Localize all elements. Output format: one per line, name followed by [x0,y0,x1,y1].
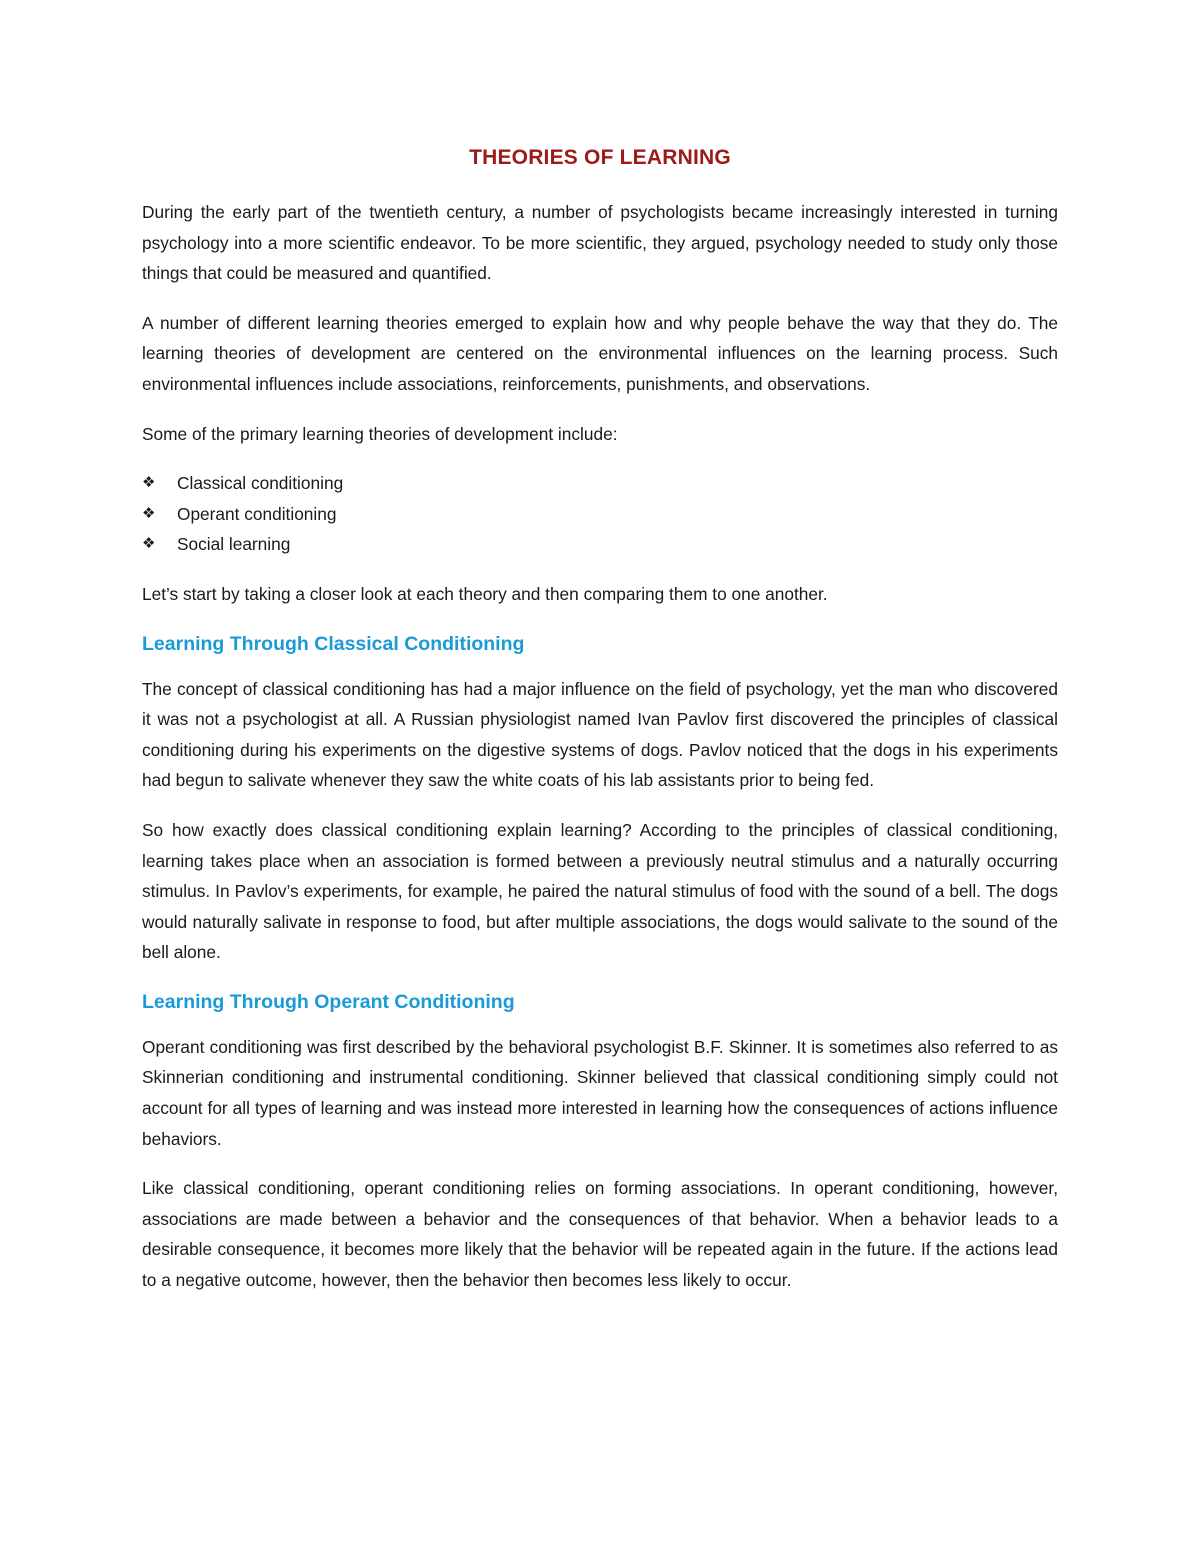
section-heading-classical: Learning Through Classical Conditioning [142,632,525,655]
list-item-label: Classical conditioning [177,473,344,494]
classical-paragraph-1: The concept of classical conditioning has had a major influence on the field of psychology, yet the man who discovered it was not a psychologist at all. A Russian physiologist named Ivan Pavlov first discovered the principles of classical conditioning during his experiments on the digestive systems of dogs. Pavlov noticed that the dogs in his experiments had begun to salivate whenever they saw the white coats of his lab assistants prior to being fed. [142,678,1058,791]
diamond-bullet-icon: ❖ [142,504,156,522]
section-heading-operant: Learning Through Operant Conditioning [142,990,515,1013]
classical-paragraph-2: So how exactly does classical conditioning explain learning? According to the principles of classical conditioning, learning takes place when an association is formed between a previously neutral stimulus and a naturally occurring stimulus. In Pavlov’s experiments, for example, he paired the natural stimulus of food with the sound of a bell. The dogs would naturally salivate in response to food, but after multiple associations, the dogs would salivate to the sound of the bell alone. [142,819,1058,963]
intro-paragraph-3: Some of the primary learning theories of development include: [142,423,618,444]
document-body [142,197,1058,1315]
intro-paragraph-4: Let’s start by taking a closer look at each theory and then comparing them to one another. [142,583,828,604]
intro-paragraph-2: A number of different learning theories emerged to explain how and why people behave the way that they do. The learning theories of development are centered on the environmental influences on the learning process. Such environmental influences include associations, reinforcements, punishments, and observations. [142,312,1058,394]
diamond-bullet-icon: ❖ [142,535,156,553]
theories-list [142,468,1058,560]
list-item [142,468,1058,499]
operant-paragraph-2: Like classical conditioning, operant conditioning relies on forming associations. In operant conditioning, however, associations are made between a behavior and the consequences of that behavior. When a behavior leads to a desirable consequence, it becomes more likely that the behavior will be repeated again in the future. If the actions lead to a negative outcome, however, then the behavior then becomes less likely to occur. [142,1178,1058,1291]
operant-paragraph-1: Operant conditioning was first described by the behavioral psychologist B.F. Skinner. It is sometimes also referred to as Skinnerian conditioning and instrumental conditioning. Skinner believed that classical conditioning simply could not account for all types of learning and was instead more interested in learning how the consequences of actions influence behaviors. [142,1036,1058,1149]
intro-paragraph-1: During the early part of the twentieth century, a number of psychologists became increasingly interested in turning psychology into a more scientific endeavor. To be more scientific, they argued, psychology needed to study only those things that could be measured and quantified. [142,202,1058,284]
diamond-bullet-icon: ❖ [142,474,156,492]
list-item [142,499,1058,530]
list-item [142,529,1058,560]
list-item-label: Operant conditioning [177,503,337,524]
page-title: THEORIES OF LEARNING [469,146,731,169]
list-item-label: Social learning [177,534,291,555]
